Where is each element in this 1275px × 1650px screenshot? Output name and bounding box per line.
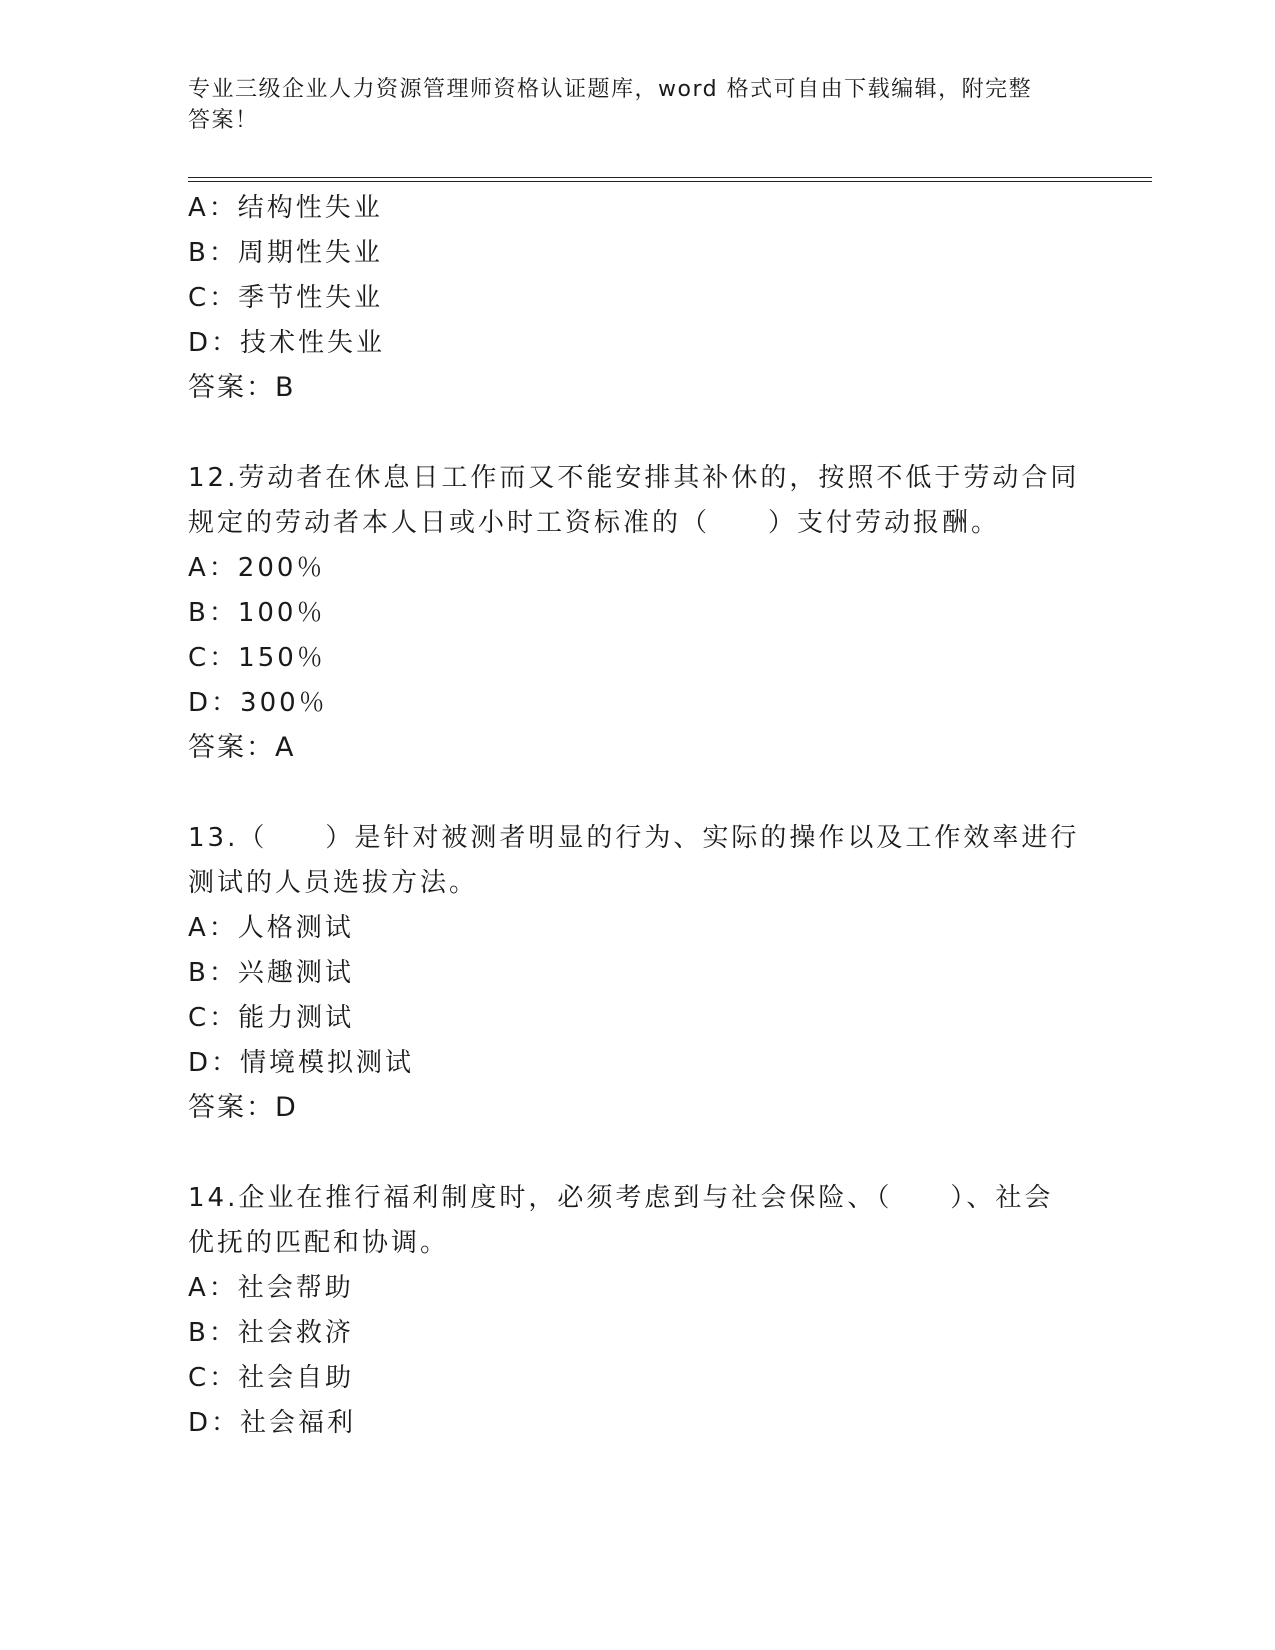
question-stem: 测试的人员选拔方法。 bbox=[188, 868, 479, 898]
question-stem: 14.企业在推行福利制度时，必须考虑到与社会保险、（ ）、社会 bbox=[188, 1183, 1054, 1213]
question-stem: 优抚的匹配和协调。 bbox=[188, 1228, 450, 1258]
option-a: A：社会帮助 bbox=[188, 1273, 354, 1303]
answer-line: 答案：B bbox=[188, 372, 296, 403]
header-divider bbox=[188, 177, 1152, 178]
option-b: B：兴趣测试 bbox=[188, 958, 354, 988]
option-d: D：300％ bbox=[188, 688, 328, 718]
header-note-line: 专业三级企业人力资源管理师资格认证题库，word 格式可自由下载编辑，附完整 bbox=[188, 77, 1033, 102]
answer-line: 答案：D bbox=[188, 1092, 298, 1123]
question-stem: 12.劳动者在休息日工作而又不能安排其补休的，按照不低于劳动合同 bbox=[188, 463, 1080, 493]
option-a: A：200％ bbox=[188, 553, 326, 583]
header-note bbox=[188, 74, 1068, 136]
option-b: B：社会救济 bbox=[188, 1318, 354, 1348]
question-stem: 规定的劳动者本人日或小时工资标准的（ ）支付劳动报酬。 bbox=[188, 508, 1001, 538]
option-b: B：周期性失业 bbox=[188, 238, 383, 268]
option-d: D：技术性失业 bbox=[188, 328, 386, 358]
option-c: C：社会自助 bbox=[188, 1363, 355, 1393]
option-a: A：人格测试 bbox=[188, 913, 354, 943]
header-divider bbox=[188, 181, 1152, 182]
option-d: D：社会福利 bbox=[188, 1408, 357, 1438]
answer-line: 答案：A bbox=[188, 732, 296, 763]
option-c: C：能力测试 bbox=[188, 1003, 355, 1033]
option-a: A：结构性失业 bbox=[188, 193, 383, 223]
option-b: B：100％ bbox=[188, 598, 326, 628]
question-stem: 13.（ ）是针对被测者明显的行为、实际的操作以及工作效率进行 bbox=[188, 823, 1080, 853]
option-c: C：季节性失业 bbox=[188, 283, 384, 313]
option-c: C：150％ bbox=[188, 643, 326, 673]
option-d: D：情境模拟测试 bbox=[188, 1048, 415, 1078]
header-note-line: 答案！ bbox=[188, 108, 259, 133]
